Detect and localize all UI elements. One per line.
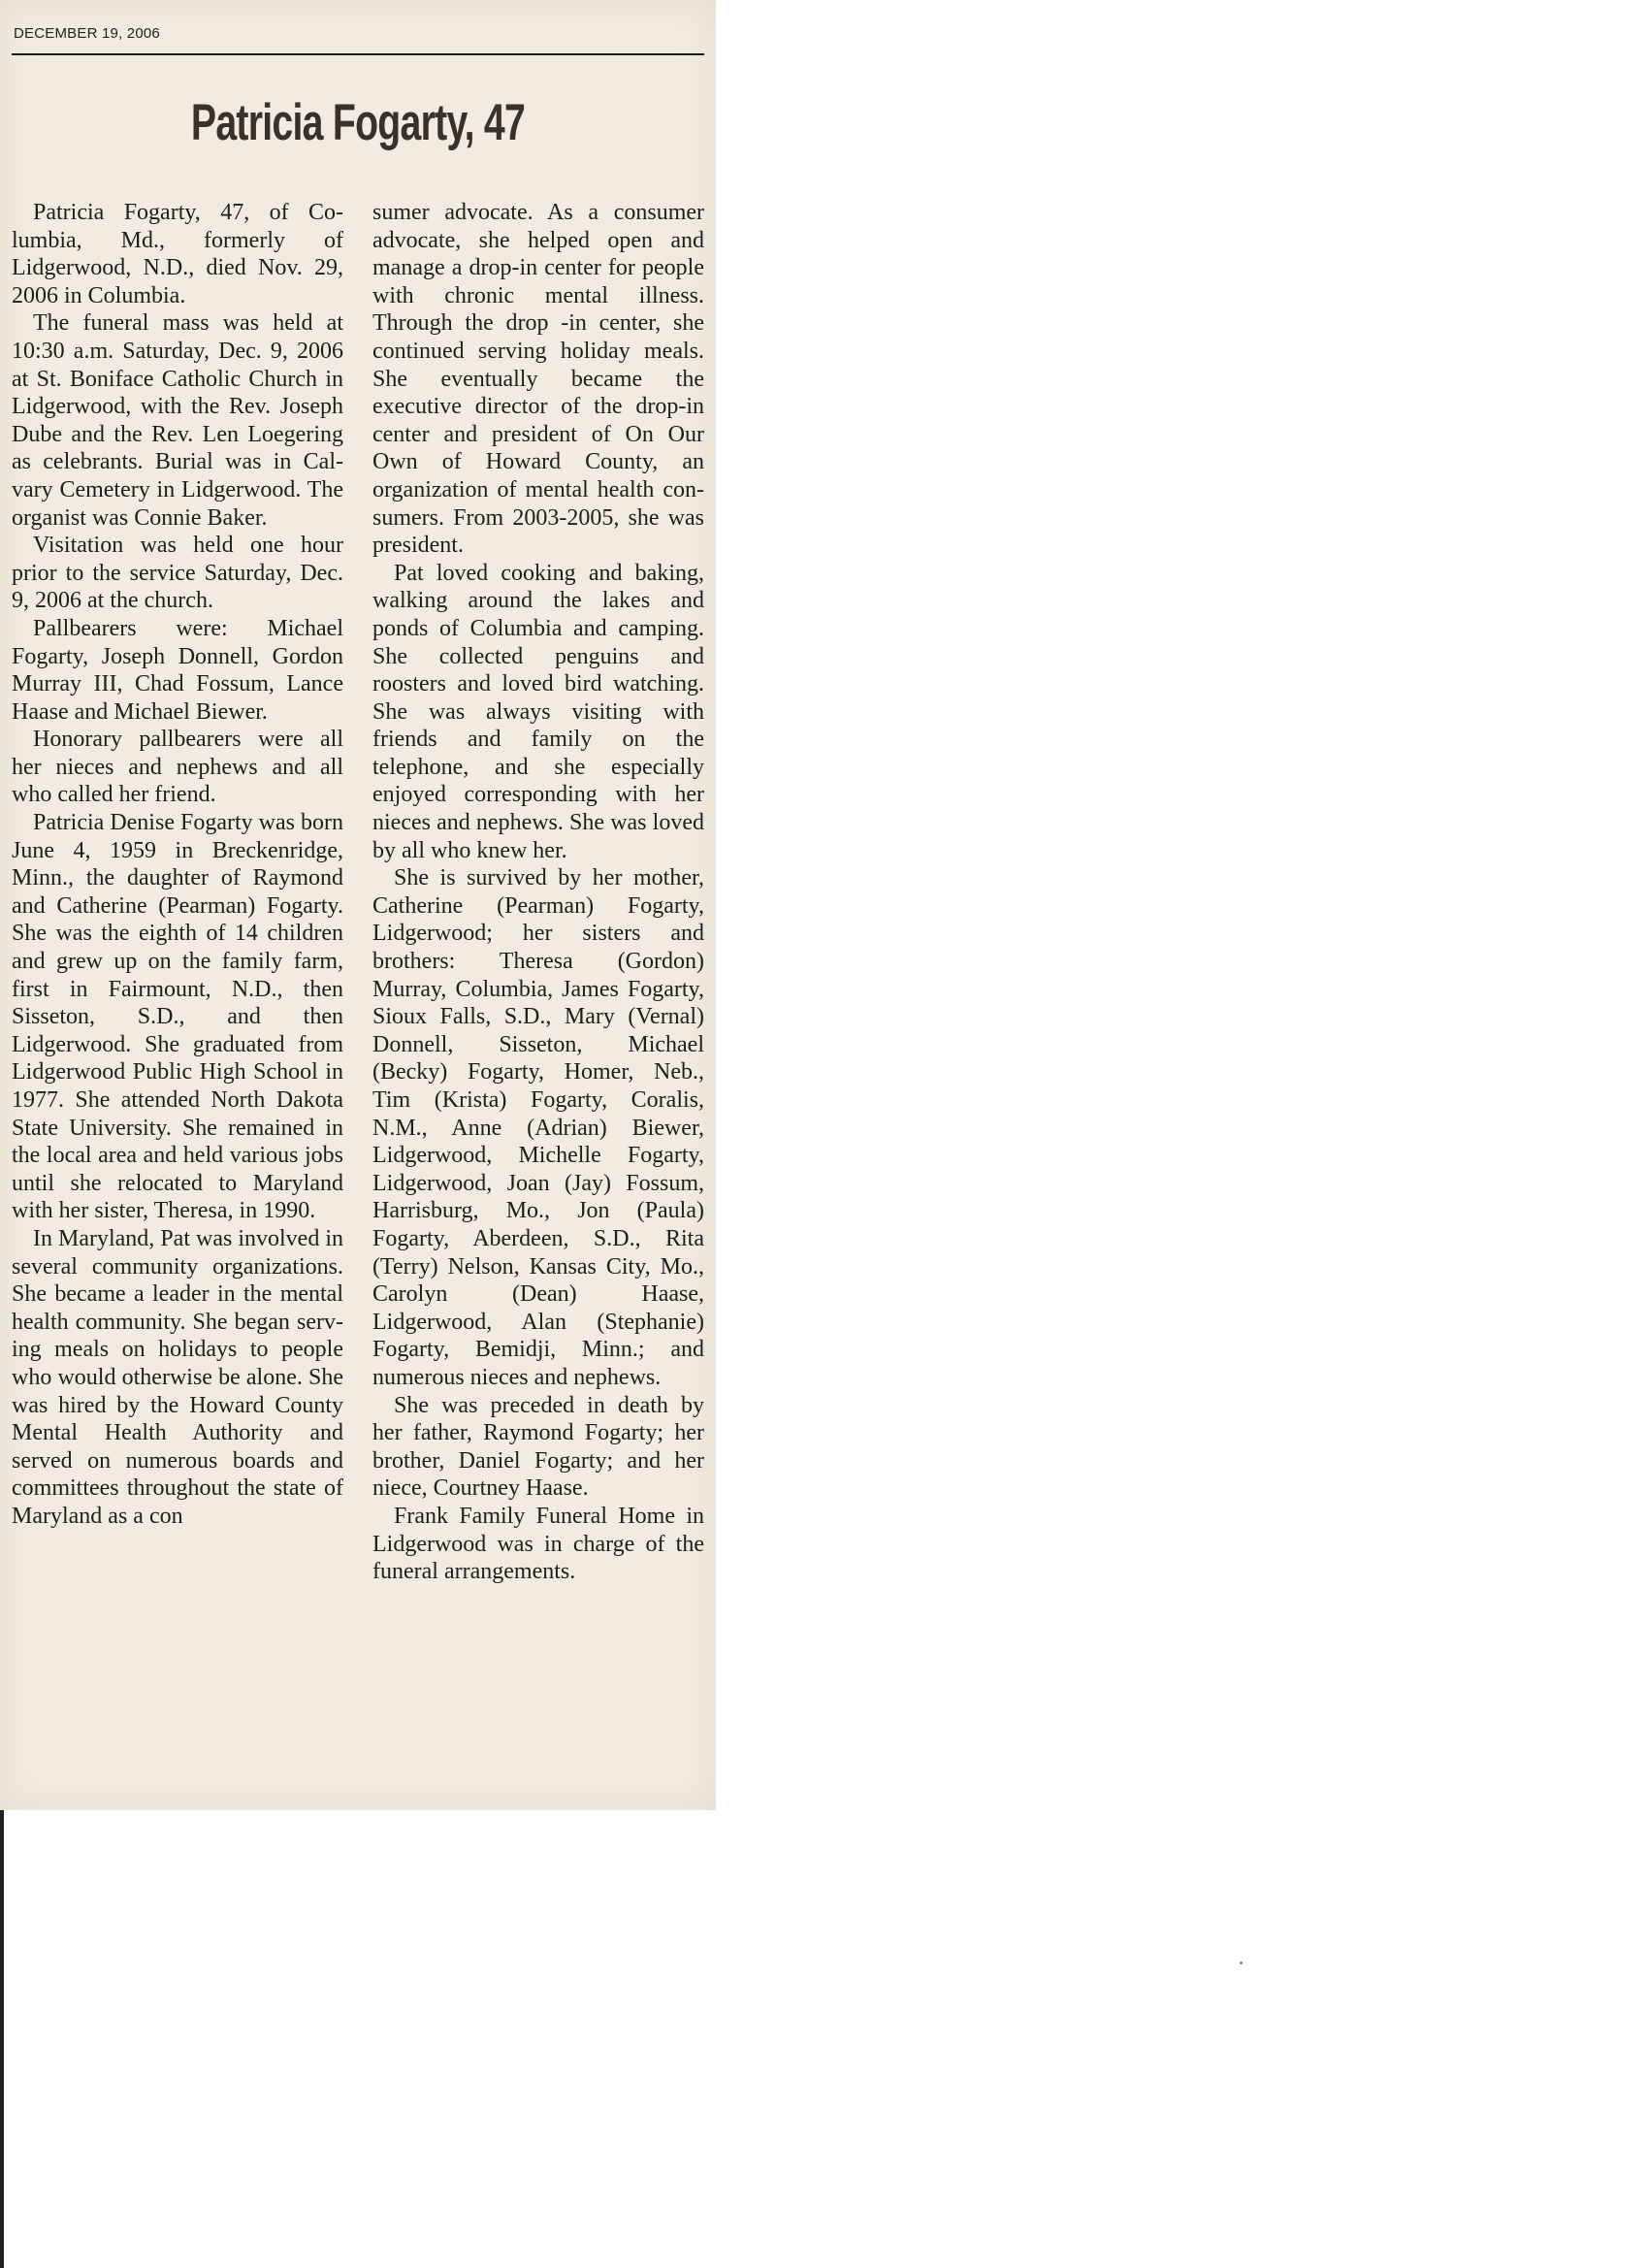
right-column (372, 199, 704, 1586)
obituary-headline: Patricia Fogarty, 47 (190, 94, 526, 151)
paragraph: She was preceded in death by her father, Raymond Fogarty; her brother, Daniel Fogarty; and her niece, Courtney Haase. (372, 1392, 704, 1502)
paragraph: She is survived by her mother, Catherine (Pearman) Fogarty, Lidgerwood; her sisters and brothers: Theresa (Gordon) Murray, Columbia, James Fogarty, Sioux Falls, S.D., Mary (Vernal) Donnell, Sisseton, Michael (Becky) Fogarty, Homer, Neb., Tim (Krista) Fogarty, Coralis, N.M., Anne (Adrian) Biewer, Lidgerwood, Michelle Fogarty, Lidgerwood, Joan (Jay) Fossum, Harrisburg, Mo., Jon (Paula) Fogarty, Aberdeen, S.D., Rita (Terry) Nelson, Kansas City, Mo., Carolyn (Dean) Haase, Lidgerwood, Alan (Stephanie) Fogarty, Bemidji, Minn.; and numerous nieces and nephews. (372, 865, 704, 1390)
paragraph-continuation: sumer advocate. As a consumer advocate, she helped open and manage a drop-in center for people with chronic mental illness. Through the drop -in center, she continued serving holiday meals. She eventually became the executive director of the drop-in center and president of On Our Own of Howard County, an organization of mental health consumers. From 2003-2005, she was president. (372, 200, 704, 559)
paragraph: Pat loved cooking and baking, walking around the lakes and ponds of Columbia and camping. She collected penguins and roosters and loved bird watching. She was always visiting with friends and family on the telephone, and she especially enjoyed corresponding with her nieces and nephews. She was loved by all who knew her. (372, 560, 704, 863)
header-rule (12, 53, 704, 55)
paragraph: Patricia Denise Fogarty was born June 4, 1959 in Breckenridge, Minn., the daughter of Raymond and Catherine (Pearman) Fogarty. She was the eighth of 14 children and grew up on the family farm, first in Fairmount, N.D., then Sisseton, S.D., and then Lidgerwood. She graduated from Lidgerwood Public High School in 1977. She attended North Dakota State University. She remained in the local area and held various jobs until she relocated to Maryland with her sister, Theresa, in 1990. (12, 810, 343, 1224)
paragraph: Visitation was held one hour prior to the service Saturday, Dec. 9, 2006 at the church. (12, 533, 343, 614)
newspaper-clipping (0, 0, 716, 1810)
paragraph: Frank Family Funeral Home in Lidgerwood was in charge of the funeral arrangements. (372, 1503, 704, 1585)
paragraph: Patricia Fogarty, 47, of Columbia, Md., formerly of Lidgerwood, N.D., died Nov. 29, 2006 in Columbia. (12, 200, 343, 308)
left-column (12, 199, 343, 1531)
paragraph: The funeral mass was held at 10:30 a.m. Saturday, Dec. 9, 2006 at St. Boniface Catholic Church in Lidgerwood, with the Rev. Joseph Dube and the Rev. Len Loegering as celebrants. Burial was in Calvary Cemetery in Lidgerwood. The organist was Connie Baker. (12, 310, 343, 531)
scan-edge (0, 1810, 4, 2268)
dateline: DECEMBER 19, 2006 (14, 25, 160, 42)
paragraph: Pallbearers were: Michael Fogarty, Joseph Donnell, Gordon Murray III, Chad Fossum, Lance Haase and Michael Biewer. (12, 615, 343, 725)
paragraph: In Maryland, Pat was involved in several community organizations. She became a leader in the mental health community. She began serving meals on holidays to people who would otherwise be alone. She was hired by the Howard County Mental Health Authority and served on numerous boards and committees throughout the state of Maryland as a con (12, 1225, 343, 1529)
scan-speck (1240, 1961, 1243, 1964)
paragraph: Honorary pallbearers were all her nieces and nephews and all who called her friend. (12, 727, 343, 808)
